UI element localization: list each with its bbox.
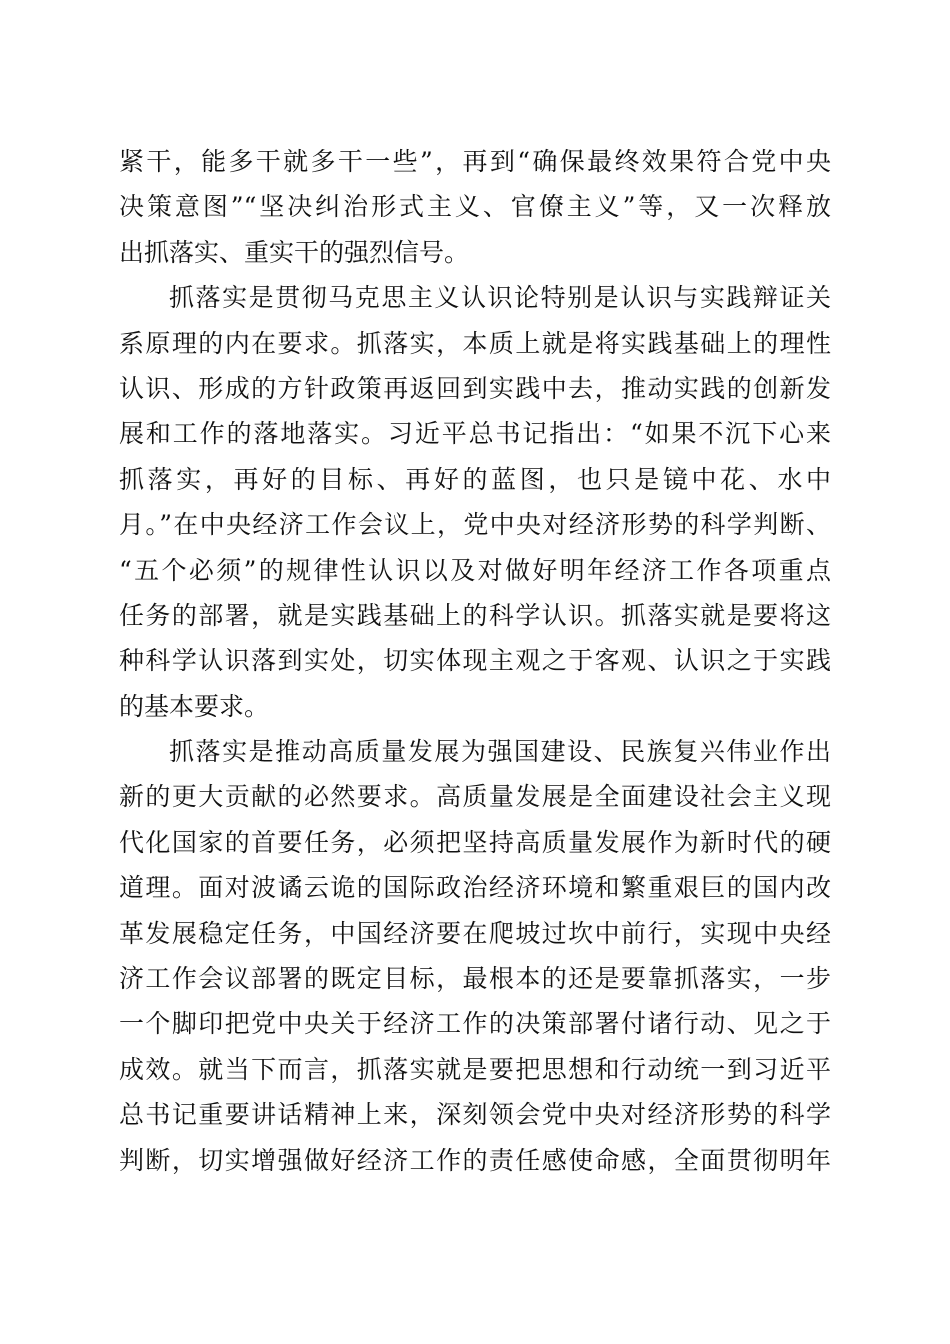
text-line: 出抓落实、重实干的强烈信号。: [119, 237, 470, 267]
text-line: 种科学认识落到实处，切实体现主观之于客观、认识之于实践: [119, 646, 831, 676]
text-line: 抓落实，再好的目标、再好的蓝图，也只是镜中花、水中: [119, 464, 831, 494]
text-line: 决策意图”“坚决纠治形式主义、官僚主义”等，又一次释放: [119, 192, 831, 222]
text-line: 展和工作的落地落实。习近平总书记指出：“如果不沉下心来: [119, 419, 831, 449]
paragraph-2: [119, 275, 831, 729]
text-line: 认识、形成的方针政策再返回到实践中去，推动实践的创新发: [119, 373, 831, 403]
text-line: 抓落实是贯彻马克思主义认识论特别是认识与实践辩证关: [169, 283, 831, 313]
text-line: 一个脚印把党中央关于经济工作的决策部署付诸行动、见之于: [119, 1009, 831, 1039]
text-line: 总书记重要讲话精神上来，深刻领会党中央对经济形势的科学: [119, 1100, 831, 1130]
text-line: 成效。就当下而言，抓落实就是要把思想和行动统一到习近平: [119, 1054, 831, 1084]
text-line: 济工作会议部署的既定目标，最根本的还是要靠抓落实，一步: [119, 964, 831, 994]
text-line: 的基本要求。: [119, 691, 270, 721]
text-line: 系原理的内在要求。抓落实，本质上就是将实践基础上的理性: [119, 328, 831, 358]
paragraph-1: [119, 139, 831, 275]
text-line: 代化国家的首要任务，必须把坚持高质量发展作为新时代的硬: [119, 827, 831, 857]
body-text: [119, 139, 831, 1183]
text-line: 判断，切实增强做好经济工作的责任感使命感，全面贯彻明年: [119, 1145, 831, 1175]
text-line: 紧干，能多干就多干一些”，再到“确保最终效果符合党中央: [119, 147, 831, 176]
text-line: 月。”在中央经济工作会议上，党中央对经济形势的科学判断、: [119, 510, 831, 540]
text-line: 新的更大贡献的必然要求。高质量发展是全面建设社会主义现: [119, 782, 831, 812]
text-line: 任务的部署，就是实践基础上的科学认识。抓落实就是要将这: [119, 600, 831, 630]
text-line: 道理。面对波谲云诡的国际政治经济环境和繁重艰巨的国内改: [119, 873, 831, 903]
text-line: 抓落实是推动高质量发展为强国建设、民族复兴伟业作出: [169, 737, 831, 767]
text-line: “五个必须”的规律性认识以及对做好明年经济工作各项重点: [119, 555, 831, 585]
text-line: 革发展稳定任务，中国经济要在爬坡过坎中前行，实现中央经: [119, 918, 831, 948]
paragraph-3: [119, 729, 831, 1183]
